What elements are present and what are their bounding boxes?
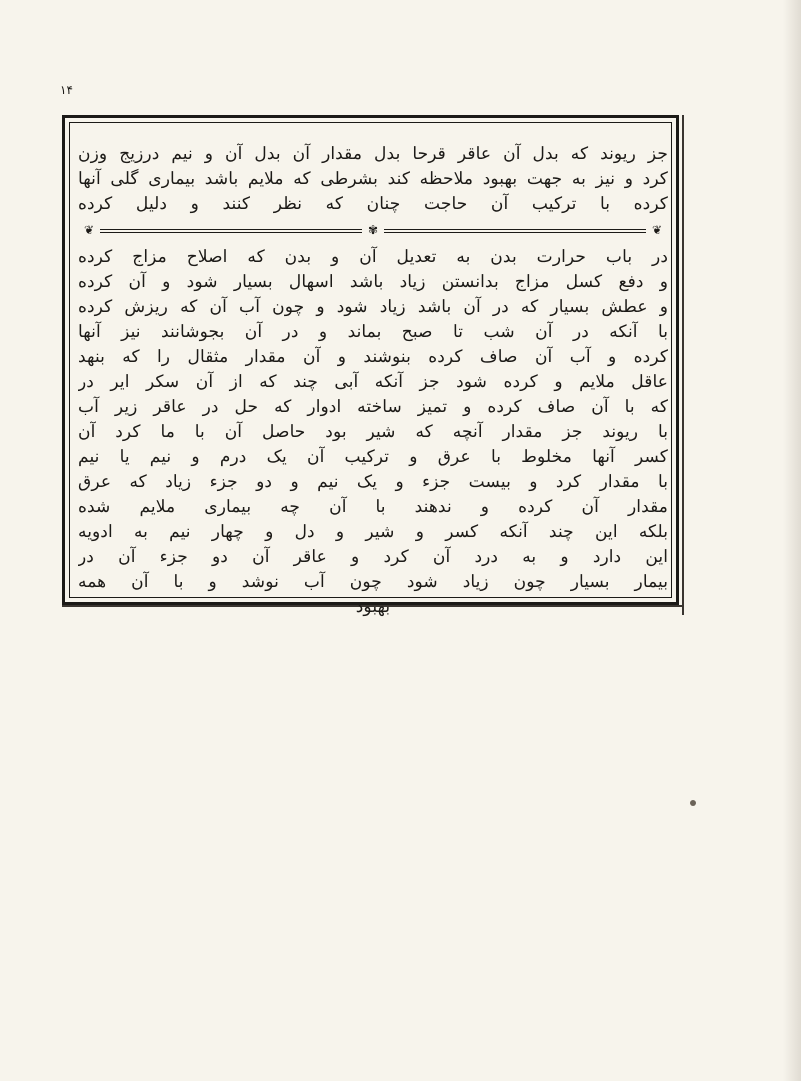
text-line: با مقدار کرد و بیست جزء و یک نیم و دو جزء زیاد که عرق (78, 472, 668, 492)
text-line: که با آن صاف کرده و تمیز ساخته ادوار که حل در عاقر زیر آب (78, 397, 668, 417)
text-line: و دفع کسل مزاج بدانستن زیاد باشد اسهال بسیار شود و آن کرده (78, 272, 668, 292)
ornamental-divider (78, 223, 668, 237)
ornament-right-icon: ❦ (646, 223, 668, 237)
ornament-center-icon: ✾ (362, 223, 384, 237)
margin-mark (690, 800, 696, 806)
text-line: عاقل ملایم و کرده شود جز آنکه آبی چند که از آن سکر ایر در (78, 372, 668, 392)
frame-shadow-right (682, 115, 684, 615)
text-line: و عطش بسیار که در آن باشد زیاد شود و چون آب آن که ریزش کرده (78, 297, 668, 317)
page-number: ١۴ (60, 83, 73, 97)
text-line: با ریوند جز مقدار آنچه که شیر بود حاصل آن با ما کرد آن (78, 422, 668, 442)
text-line: بیمار بسیار چون زیاد شود چون آب نوشد و با آن همه (78, 572, 668, 592)
text-line: کرده با ترکیب آن حاجت چنان که نظر کنند و دلیل کرده (78, 194, 668, 214)
text-line: بلکه این چند آنکه کسر و شیر و دل و چهار نیم به ادویه (78, 522, 668, 542)
text-line: با آنکه در آن شب تا صبح بماند و در آن بجوشانند نیز آنها (78, 322, 668, 342)
text-line: در باب حرارت بدن به تعدیل آن و بدن که اصلاح مزاج کرده (78, 247, 668, 267)
text-line: این دارد و به درد آن کرد و عاقر آن دو جزء آن در (78, 547, 668, 567)
scan-shadow (783, 0, 801, 1081)
text-line: کسر آنها مخلوط با عرق و ترکیب آن یک درم و نیم یا نیم (78, 447, 668, 467)
text-line: کرد و نیز به جهت بهبود ملاحظه کند بشرطی که ملایم باشد بیماری گلی آنها (78, 169, 668, 189)
text-line-last: بهبود (355, 597, 391, 617)
text-line: کرده و آب آن صاف کرده بنوشند و آن مقدار مثقال را که بنهد (78, 347, 668, 367)
text-line: جز ریوند که بدل آن عاقر قرحا بدل مقدار آن بدل آن و نیم درزیج وزن (78, 144, 668, 164)
ornament-left-icon: ❦ (78, 223, 100, 237)
text-line: مقدار آن کرده و ندهند با آن چه بیماری ملایم شده (78, 497, 668, 517)
text-block (78, 142, 668, 620)
